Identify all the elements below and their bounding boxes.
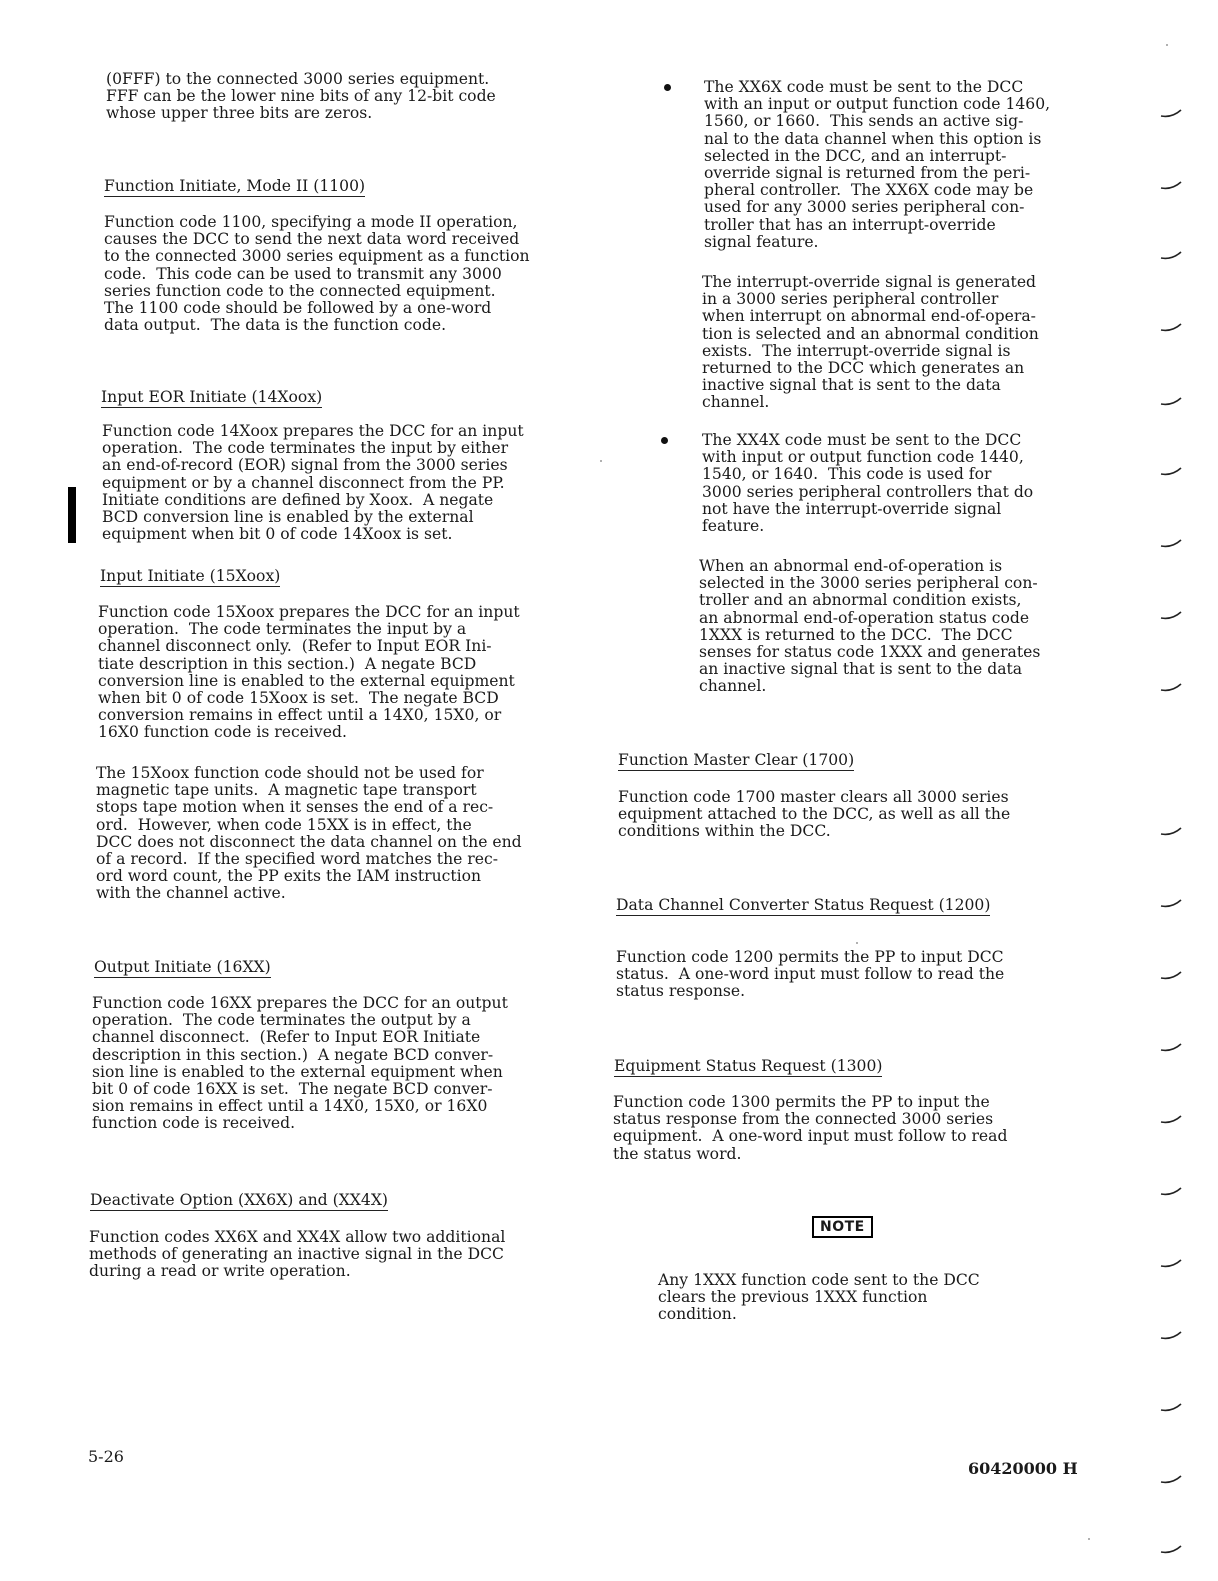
scan-speck [1088,1538,1090,1540]
scan-speck [856,942,858,944]
bullet-xx6x-text: The XX6X code must be sent to the DCC with an input or output function code 1460, 1560, or 1660. This sends an active sig- nal to the data channel when this option is selected in the DCC, and an interrupt- override signal is returned from the peri- pheral controller. The XX6X code may be used for any 3000 series peripheral con- troller that has an interrupt-override signal feature. [704,78,1051,251]
section-body-input-initiate: Function code 15Xoox prepares the DCC for an input operation. The code terminates the input by a channel disconnect only. (Refer to Input EOR Ini- tiate description in this section.) A negate BCD conversion line is enabled to the external equipment when bit 0 of code 15Xoox is set. The negate BCD conversion remains in effect until a 14X0, 15X0, or 16X0 function code is received. [98,603,520,742]
binding-mark [1160,1258,1182,1270]
heading-text: Output Initiate (16XX) [94,958,271,976]
section-body-input-eor-initiate: Function code 14Xoox prepares the DCC for an input operation. The code terminates the input by either an end-of-record (EOR) signal from the 3000 series equipment or by a channel disconnect from the PP. Initiate conditions are defined by Xoox. A negate BCD conversion line is enabled by the external equipment when bit 0 of code 14Xoox is set. [102,422,524,544]
intro-paragraph: (0FFF) to the connected 3000 series equipment. FFF can be the lower nine bits of any 12-bit code whose upper three bits are zeros. [106,70,496,123]
document-number: 60420000 H [968,1459,1078,1478]
page-number: 5-26 [88,1447,124,1466]
heading-text: Input EOR Initiate (14Xoox) [101,388,323,406]
binding-mark [1160,250,1182,262]
bullet-xx4x-followup: When an abnormal end-of-operation is selected in the 3000 series peripheral con- troller and an abnormal condition exists, an abnormal end-of-operation status code 1XXX is returned to the DCC. The DCC senses for status code 1XXX and generates an inactive signal that is sent to the data channel. [699,557,1041,696]
binding-mark [1160,1330,1182,1342]
bullet-xx6x-followup: The interrupt-override signal is generated in a 3000 series peripheral controller when interrupt on abnormal end-of-opera- tion is selected and an abnormal condition exists. The interrupt-override signal is returned to the DCC which generates an inactive signal that is sent to the data channel. [702,273,1039,412]
section-body-output-initiate: Function code 16XX prepares the DCC for an output operation. The code terminates the output by a channel disconnect. (Refer to Input EOR Initiate description in this section.) A negate BCD conver- sion line is enabled to the external equipment when bit 0 of code 16XX is set. The negate BCD conver- sion remains in effect until a 14X0, 15X0, or 16X0 function code is received. [92,994,508,1133]
binding-mark [1160,610,1182,622]
scan-speck [1166,44,1168,46]
section-body-deactivate-option: Function codes XX6X and XX4X allow two additional methods of generating an inactive signal in the DCC during a read or write operation. [89,1228,506,1281]
section-body-function-master-clear: Function code 1700 master clears all 3000 series equipment attached to the DCC, as well as all the conditions within the DCC. [618,788,1011,841]
binding-mark [1160,108,1182,120]
binding-mark [1160,682,1182,694]
binding-mark [1160,396,1182,408]
binding-mark [1160,970,1182,982]
section-heading-dcc-status-request [616,895,990,916]
section-heading-function-initiate-mode-ii [104,176,365,197]
binding-mark [1160,1186,1182,1198]
heading-text: Equipment Status Request (1300) [614,1057,883,1075]
binding-mark [1160,826,1182,838]
binding-mark [1160,180,1182,192]
binding-mark [1160,1042,1182,1054]
note-text: Any 1XXX function code sent to the DCC clears the previous 1XXX function condition. [658,1271,980,1324]
binding-mark [1160,322,1182,334]
section-body-dcc-status-request: Function code 1200 permits the PP to input DCC status. A one-word input must follow to read the status response. [616,948,1005,1001]
section-body-equipment-status-request: Function code 1300 permits the PP to input the status response from the connected 3000 series equipment. A one-word input must follow to read the status word. [613,1093,1008,1163]
section-heading-deactivate-option [90,1190,388,1211]
revision-change-bar [68,487,76,543]
binding-mark [1160,1474,1182,1486]
bullet-icon [664,84,671,91]
binding-mark [1160,538,1182,550]
bullet-xx4x-text: The XX4X code must be sent to the DCC with input or output function code 1440, 1540, or 1640. This code is used for 3000 series peripheral controllers that do not have the interrupt-override signal feature. [702,431,1034,536]
heading-text: Data Channel Converter Status Request (1200) [616,896,991,914]
heading-text: Input Initiate (15Xoox) [100,567,281,585]
section-body-function-initiate-mode-ii: Function code 1100, specifying a mode II operation, causes the DCC to send the next data word received to the connected 3000 series equipment as a function code. This code can be used to transmit any 3000 series function code to the connected equipment. The 1100 code should be followed by a one-word data output. The data is the function code. [104,213,530,335]
heading-text: Deactivate Option (XX6X) and (XX4X) [90,1191,389,1209]
section-heading-input-initiate [100,566,280,587]
note-label: NOTE [812,1216,873,1238]
binding-mark [1160,898,1182,910]
section-body-input-initiate-magnetic-tape: The 15Xoox function code should not be used for magnetic tape units. A magnetic tape transport stops tape motion when it senses the end of a rec- ord. However, when code 15XX is in effect, the DCC does not disconnect the data channel on the end of a record. If the specified word matches the rec- ord word count, the PP exits the IAM instruction with the channel active. [96,764,522,903]
section-heading-equipment-status-request [614,1056,882,1077]
bullet-icon [661,437,668,444]
section-heading-input-eor-initiate [101,387,322,408]
binding-mark [1160,1402,1182,1414]
heading-text: Function Initiate, Mode II (1100) [104,177,366,195]
binding-mark [1160,1114,1182,1126]
scan-speck [600,460,602,462]
section-heading-function-master-clear [618,750,854,771]
binding-mark [1160,1544,1182,1556]
heading-text: Function Master Clear (1700) [618,751,855,769]
binding-mark [1160,466,1182,478]
section-heading-output-initiate [94,957,271,978]
